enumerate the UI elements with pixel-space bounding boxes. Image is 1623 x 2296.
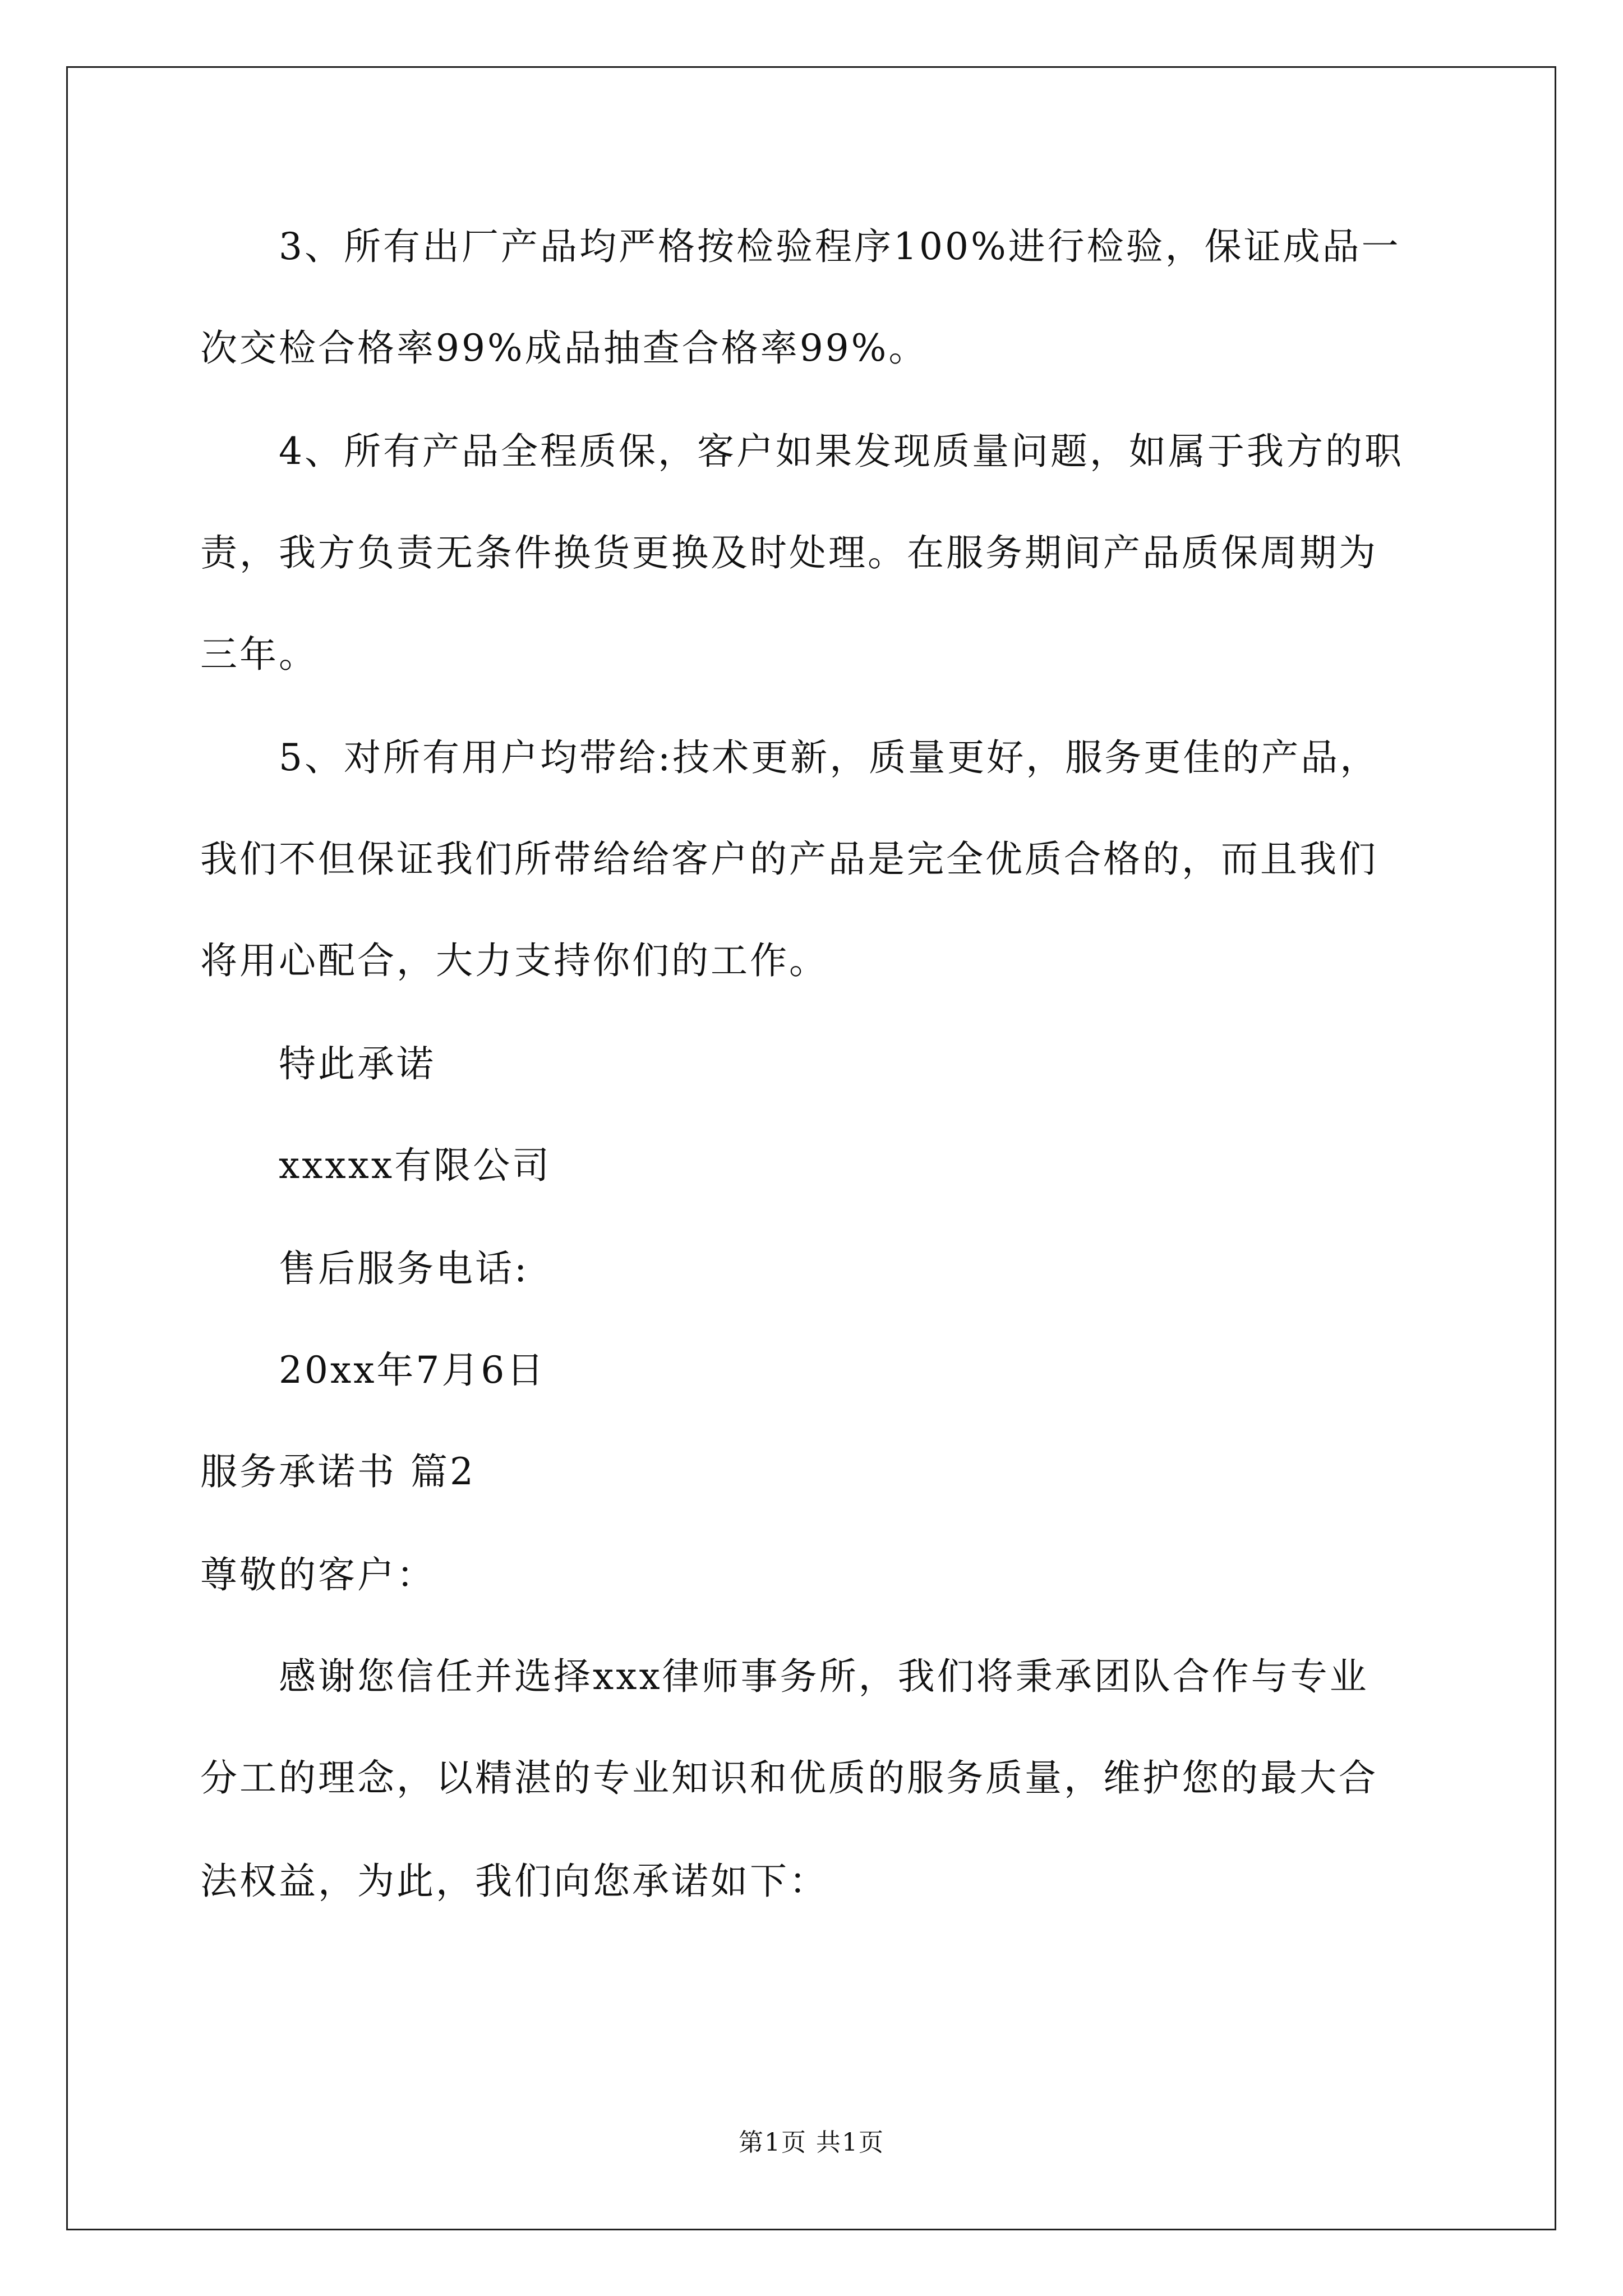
- paragraph-line: 我们不但保证我们所带给给客户的产品是完全优质合格的，而且我们: [200, 838, 1378, 881]
- paragraph-line: 分工的理念，以精湛的专业知识和优质的服务质量，维护您的最大合: [200, 1756, 1378, 1800]
- paragraph-line: 法权益，为此，我们向您承诺如下：: [200, 1860, 828, 1903]
- paragraph-line: 4、所有产品全程质保，客户如果发现质量问题，如属于我方的职: [279, 430, 1404, 473]
- paragraph-line: 三年。: [200, 633, 318, 676]
- closing-line: 特此承诺: [279, 1042, 436, 1085]
- paragraph-line: 5、对所有用户均带给:技术更新，质量更好，服务更佳的产品，: [279, 736, 1380, 779]
- document-date: 20xx年7月6日: [279, 1349, 546, 1392]
- paragraph-line: 责，我方负责无条件换货更换及时处理。在服务期间产品质保周期为: [200, 531, 1378, 574]
- paragraph-line: 感谢您信任并选择xxx律师事务所，我们将秉承团队合作与专业: [279, 1655, 1369, 1698]
- salutation: 尊敬的客户：: [200, 1553, 436, 1596]
- paragraph-line: 次交检合格率99%成品抽查合格率99%。: [200, 326, 928, 370]
- service-phone: 售后服务电话:: [279, 1247, 529, 1290]
- company-name: xxxxx有限公司: [279, 1144, 552, 1187]
- section-heading: 服务承诺书 篇2: [200, 1450, 476, 1493]
- paragraph-line: 将用心配合，大力支持你们的工作。: [200, 939, 828, 982]
- paragraph-line: 3、所有出厂产品均严格按检验程序100%进行检验，保证成品一: [279, 225, 1401, 268]
- page-footer: 第1页 共1页: [739, 2128, 884, 2157]
